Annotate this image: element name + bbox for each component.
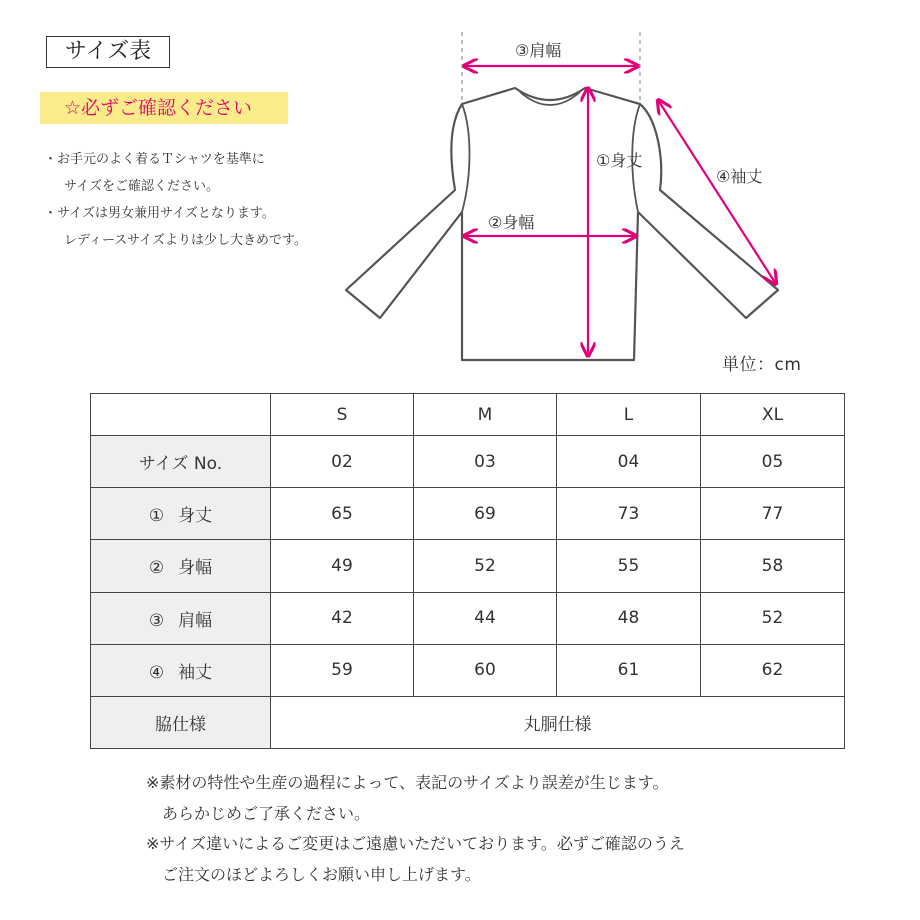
table-row: [91, 488, 845, 540]
table-cell: 04: [557, 436, 701, 488]
row-label: ④ 袖丈: [91, 644, 271, 696]
table-cell: 55: [557, 540, 701, 592]
footnote: ※素材の特性や生産の過程によって、表記のサイズより誤差が生じます。: [146, 773, 669, 792]
sleeve-arrow: [658, 100, 776, 284]
length-label: ①身丈: [596, 151, 643, 170]
note-item-continued: サイズをご確認ください。: [64, 179, 219, 194]
table-cell: 61: [557, 644, 701, 696]
table-cell: 65: [271, 488, 414, 540]
table-cell: 73: [557, 488, 701, 540]
column-header: S: [271, 394, 414, 436]
note-item: ・サイズは男女兼用サイズとなります。: [44, 206, 275, 221]
table-cell: 03: [414, 436, 557, 488]
shirt-outline: [346, 88, 778, 360]
unit-label: 単位：cm: [722, 355, 802, 375]
page-title: サイズ表: [46, 36, 170, 68]
column-header: L: [557, 394, 701, 436]
column-header: M: [414, 394, 557, 436]
footnote: ※サイズ違いによるご変更はご遠慮いただいております。必ずご確認のうえ: [146, 834, 685, 853]
table-cell: 59: [271, 644, 414, 696]
footnotes: [146, 768, 685, 890]
table-cell: 49: [271, 540, 414, 592]
table-cell: 52: [414, 540, 557, 592]
table-cell: 62: [701, 644, 845, 696]
table-cell: 60: [414, 644, 557, 696]
table-cell: 69: [414, 488, 557, 540]
size-table: [90, 393, 845, 749]
table-cell: 42: [271, 592, 414, 644]
note-item: ・お手元のよく着るＴシャツを基準に: [44, 152, 265, 167]
table-cell: 05: [701, 436, 845, 488]
row-label: 脇仕様: [91, 696, 271, 748]
footnote-continued: ご注文のほどよろしくお願い申し上げます。: [162, 864, 481, 884]
table-cell: 58: [701, 540, 845, 592]
tshirt-diagram: [0, 0, 920, 370]
table-row: [91, 696, 845, 748]
confirm-notice: ☆必ずご確認ください: [40, 92, 288, 124]
table-cell: 02: [271, 436, 414, 488]
shoulder-label: ③肩幅: [515, 41, 562, 60]
collar-inner: [520, 92, 580, 105]
table-cell: 77: [701, 488, 845, 540]
table-corner: [91, 394, 271, 436]
sleeve-seam-left: [462, 104, 470, 212]
table-cell: 48: [557, 592, 701, 644]
table-row: [91, 644, 845, 696]
row-label: ③ 肩幅: [91, 592, 271, 644]
row-label: ① 身丈: [91, 488, 271, 540]
note-item-continued: レディースサイズよりは少し大きめです。: [64, 233, 307, 248]
row-label: サイズ No.: [91, 436, 271, 488]
sleeve-label: ④袖丈: [716, 167, 763, 186]
table-cell-merged: 丸胴仕様: [271, 696, 845, 748]
table-cell: 44: [414, 592, 557, 644]
table-header-row: [91, 394, 845, 436]
table-cell: 52: [701, 592, 845, 644]
column-header: XL: [701, 394, 845, 436]
table-row: [91, 436, 845, 488]
width-label: ②身幅: [488, 213, 535, 232]
footnote-continued: あらかじめご了承ください。: [162, 803, 371, 823]
row-label: ② 身幅: [91, 540, 271, 592]
table-row: [91, 592, 845, 644]
table-row: [91, 540, 845, 592]
